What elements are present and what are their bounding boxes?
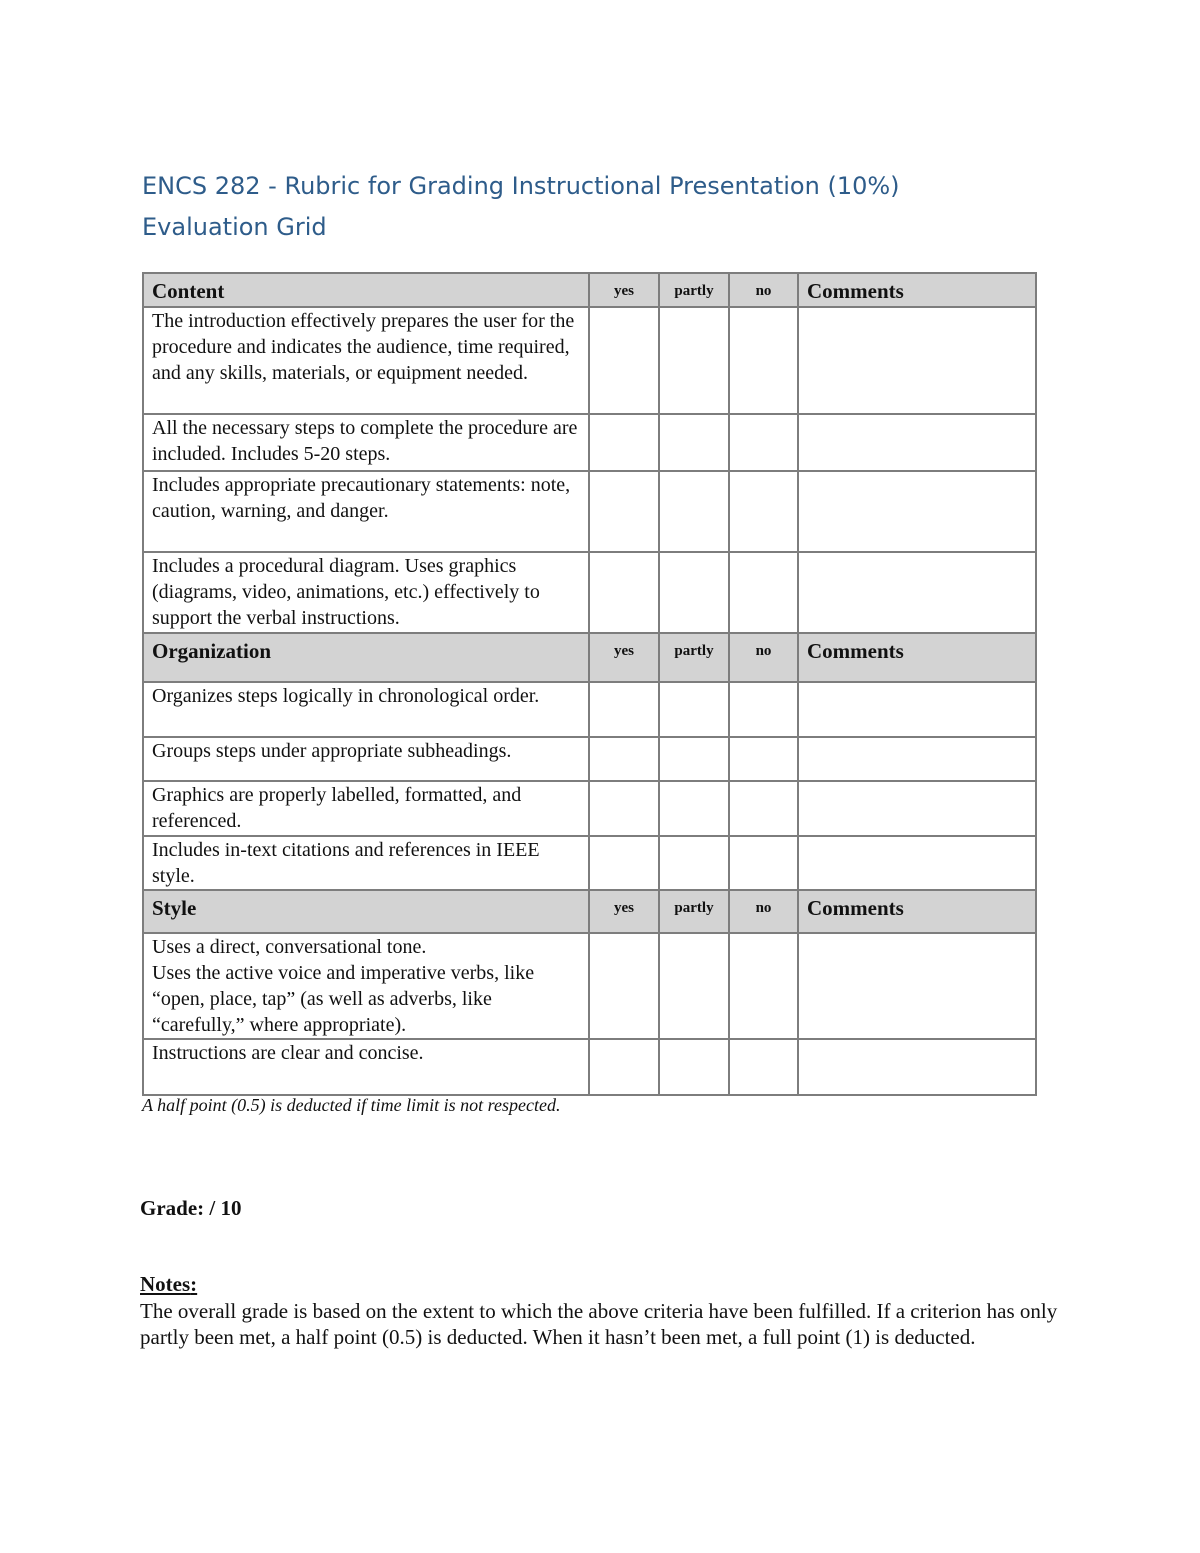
criterion-text: Includes a procedural diagram. Uses graphics (diagrams, video, animations, etc.) effectively to support the verbal instructions. [143, 552, 589, 633]
no-cell[interactable] [729, 552, 798, 633]
no-column-header: no [729, 273, 798, 307]
table-row [143, 552, 1036, 633]
no-cell[interactable] [729, 471, 798, 552]
partly-cell[interactable] [659, 1039, 729, 1095]
comments-column-header: Comments [798, 890, 1036, 933]
no-cell[interactable] [729, 737, 798, 781]
partly-cell[interactable] [659, 737, 729, 781]
partly-cell[interactable] [659, 933, 729, 1039]
yes-cell[interactable] [589, 682, 659, 737]
partly-cell[interactable] [659, 307, 729, 414]
comments-cell[interactable] [798, 414, 1036, 471]
table-row [143, 471, 1036, 552]
comments-cell[interactable] [798, 552, 1036, 633]
criterion-text [143, 933, 589, 1039]
table-row [143, 1039, 1036, 1095]
yes-cell[interactable] [589, 471, 659, 552]
grade-line: Grade: / 10 [140, 1196, 242, 1220]
section-title: Content [143, 273, 589, 307]
comments-cell[interactable] [798, 781, 1036, 836]
comments-column-header: Comments [798, 633, 1036, 682]
comments-cell[interactable] [798, 682, 1036, 737]
yes-column-header: yes [589, 273, 659, 307]
no-cell[interactable] [729, 836, 798, 890]
yes-column-header: yes [589, 890, 659, 933]
table-row [143, 682, 1036, 737]
comments-cell[interactable] [798, 933, 1036, 1039]
criterion-text: The introduction effectively prepares the user for the procedure and indicates the audience, time required, and any skills, materials, or equipment needed. [143, 307, 589, 414]
title-line-1: ENCS 282 - Rubric for Grading Instructional Presentation (10%) [142, 172, 900, 200]
no-cell[interactable] [729, 1039, 798, 1095]
partly-column-header: partly [659, 273, 729, 307]
partly-column-header: partly [659, 633, 729, 682]
no-column-header: no [729, 890, 798, 933]
section-title: Organization [143, 633, 589, 682]
criterion-text: Groups steps under appropriate subheadings. [143, 737, 589, 781]
yes-cell[interactable] [589, 933, 659, 1039]
comments-cell[interactable] [798, 307, 1036, 414]
partly-cell[interactable] [659, 414, 729, 471]
table-row [143, 414, 1036, 471]
partly-cell[interactable] [659, 471, 729, 552]
partly-cell[interactable] [659, 682, 729, 737]
evaluation-grid [142, 272, 1037, 1096]
notes-colon: : [190, 1272, 198, 1296]
time-limit-note: A half point (0.5) is deducted if time limit is not respected. [142, 1095, 561, 1115]
criterion-text: All the necessary steps to complete the procedure are included. Includes 5-20 steps. [143, 414, 589, 471]
table-row [143, 307, 1036, 414]
criterion-text: Organizes steps logically in chronological order. [143, 682, 589, 737]
comments-cell[interactable] [798, 836, 1036, 890]
comments-column-header: Comments [798, 273, 1036, 307]
no-cell[interactable] [729, 682, 798, 737]
no-cell[interactable] [729, 933, 798, 1039]
partly-column-header: partly [659, 890, 729, 933]
yes-cell[interactable] [589, 414, 659, 471]
title-line-2: Evaluation Grid [142, 213, 327, 241]
yes-cell[interactable] [589, 836, 659, 890]
yes-column-header: yes [589, 633, 659, 682]
yes-cell[interactable] [589, 781, 659, 836]
document-title [142, 166, 900, 248]
notes-text: The overall grade is based on the extent to which the above criteria have been fulfilled. If a criterion has only partly been met, a half point (0.5) is deducted. When it hasn’t been met, a full point (1) is deducted. [140, 1299, 1058, 1349]
comments-cell[interactable] [798, 1039, 1036, 1095]
yes-cell[interactable] [589, 552, 659, 633]
section-title: Style [143, 890, 589, 933]
partly-cell[interactable] [659, 552, 729, 633]
table-row [143, 781, 1036, 836]
criterion-line: Uses a direct, conversational tone. [152, 936, 427, 958]
table-row [143, 836, 1036, 890]
partly-cell[interactable] [659, 781, 729, 836]
section-header-organization [143, 633, 1036, 682]
partly-cell[interactable] [659, 836, 729, 890]
section-header-content [143, 273, 1036, 307]
no-column-header: no [729, 633, 798, 682]
criterion-text: Includes appropriate precautionary statements: note, caution, warning, and danger. [143, 471, 589, 552]
notes-heading [140, 1272, 197, 1297]
table-row [143, 737, 1036, 781]
comments-cell[interactable] [798, 737, 1036, 781]
criterion-text: Graphics are properly labelled, formatted, and referenced. [143, 781, 589, 836]
criterion-text: Includes in-text citations and references in IEEE style. [143, 836, 589, 890]
notes-label: Notes [140, 1272, 191, 1296]
section-header-style [143, 890, 1036, 933]
yes-cell[interactable] [589, 307, 659, 414]
no-cell[interactable] [729, 307, 798, 414]
comments-cell[interactable] [798, 471, 1036, 552]
criterion-line: Uses the active voice and imperative verbs, like “open, place, tap” (as well as adverbs, like “carefully,” where appropriate). [152, 962, 535, 1036]
yes-cell[interactable] [589, 737, 659, 781]
yes-cell[interactable] [589, 1039, 659, 1095]
criterion-text: Instructions are clear and concise. [143, 1039, 589, 1095]
no-cell[interactable] [729, 781, 798, 836]
table-row [143, 933, 1036, 1039]
no-cell[interactable] [729, 414, 798, 471]
